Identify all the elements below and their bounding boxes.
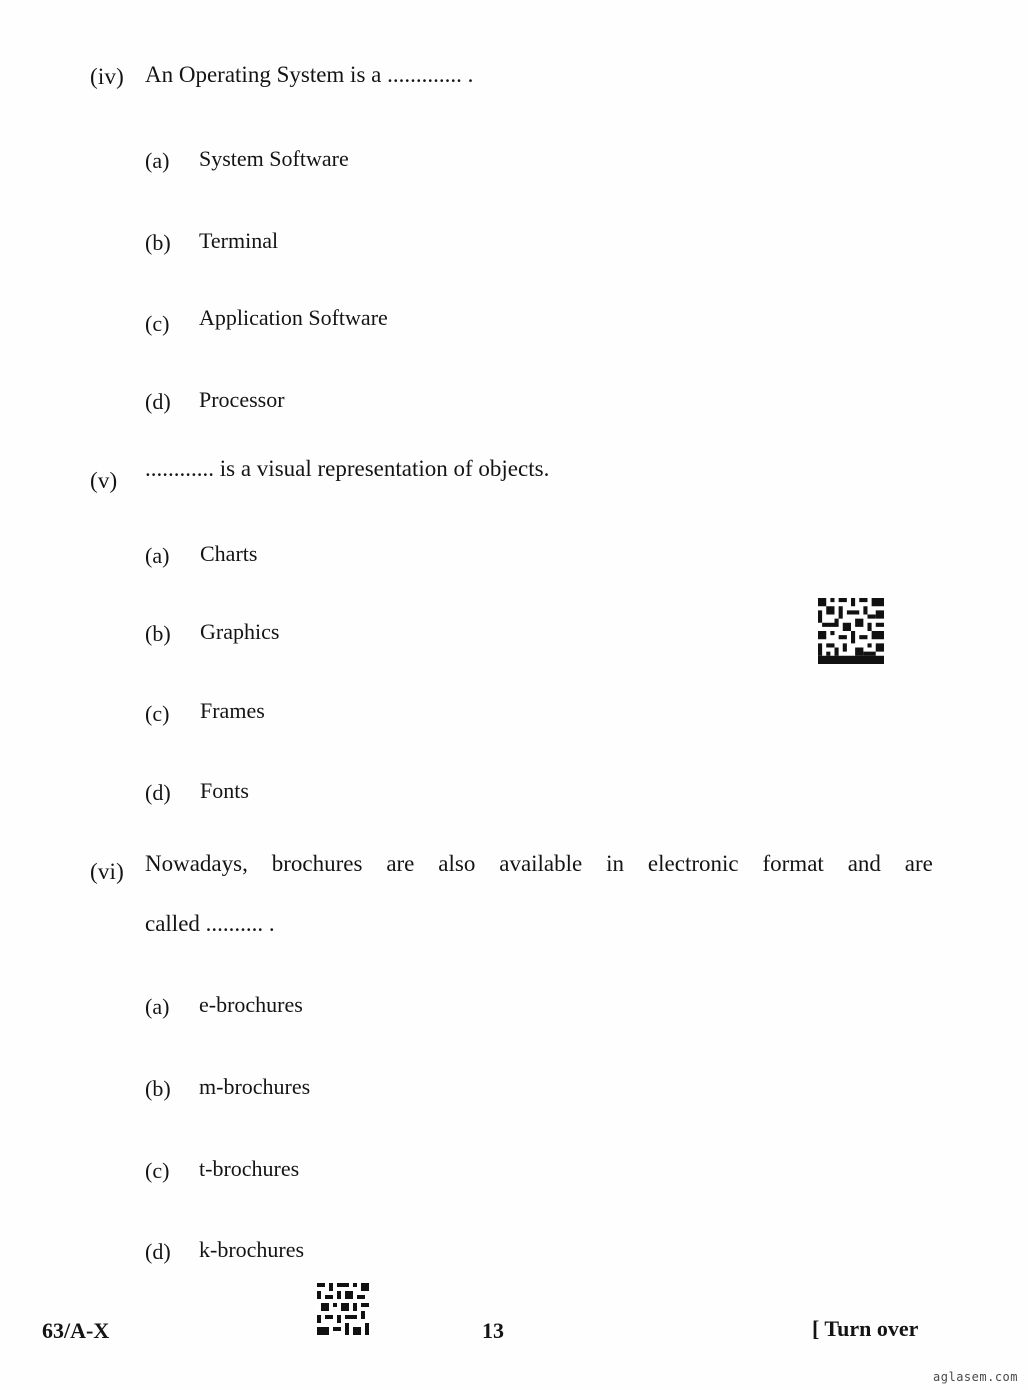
turn-over-label: [ Turn over	[812, 1316, 919, 1341]
option-text-iv-c: Application Software	[199, 305, 388, 330]
option-label-v-b: (b)	[145, 621, 171, 646]
option-label-vi-c: (c)	[145, 1158, 170, 1183]
question-text-vi-word: brochures	[271, 851, 363, 876]
option-text-iv-a: System Software	[199, 146, 349, 171]
option-label-v-a: (a)	[145, 543, 170, 568]
watermark: aglasem.com	[933, 1370, 1018, 1384]
option-text-iv-d: Processor	[199, 387, 285, 412]
question-text-vi-word: available	[499, 851, 583, 876]
qr-code-icon	[317, 1283, 369, 1335]
option-text-v-a: Charts	[200, 541, 258, 566]
option-label-vi-d: (d)	[145, 1239, 171, 1264]
question-text-vi-word: electronic	[647, 851, 739, 876]
option-text-v-b: Graphics	[200, 619, 280, 644]
question-number-iv: (iv)	[90, 64, 125, 89]
option-text-v-c: Frames	[200, 698, 265, 723]
option-text-vi-d: k-brochures	[199, 1237, 305, 1262]
paper-code: 63/A-X	[42, 1318, 110, 1343]
option-text-v-d: Fonts	[200, 778, 249, 803]
question-text-vi-line2: called .......... .	[145, 911, 275, 936]
question-text-vi-word: format	[762, 851, 824, 876]
option-text-vi-a: e-brochures	[199, 992, 303, 1017]
option-label-v-d: (d)	[145, 780, 171, 805]
question-text-vi-line1	[145, 851, 933, 877]
page-number: 13	[482, 1318, 504, 1343]
question-number-vi: (vi)	[90, 859, 125, 884]
option-text-iv-b: Terminal	[199, 228, 279, 253]
question-text-vi-word: Nowadays,	[145, 851, 248, 876]
question-text-vi-word: also	[438, 851, 476, 876]
option-label-iv-c: (c)	[145, 311, 170, 336]
option-text-vi-b: m-brochures	[199, 1074, 311, 1099]
option-label-vi-a: (a)	[145, 994, 170, 1019]
question-text-iv: An Operating System is a ............. .	[145, 62, 474, 87]
option-label-iv-a: (a)	[145, 148, 170, 173]
option-label-v-c: (c)	[145, 701, 170, 726]
question-text-vi-word: in	[606, 851, 625, 876]
option-label-iv-d: (d)	[145, 389, 171, 414]
option-label-iv-b: (b)	[145, 230, 171, 255]
question-text-vi-word: are	[904, 851, 933, 876]
qr-code-icon	[818, 598, 884, 664]
option-text-vi-c: t-brochures	[199, 1156, 300, 1181]
option-label-vi-b: (b)	[145, 1076, 171, 1101]
question-text-vi-word: and	[847, 851, 881, 876]
question-number-v: (v)	[90, 468, 118, 493]
question-text-vi-word: are	[386, 851, 415, 876]
question-text-v: ............ is a visual representation of objects.	[145, 456, 550, 481]
